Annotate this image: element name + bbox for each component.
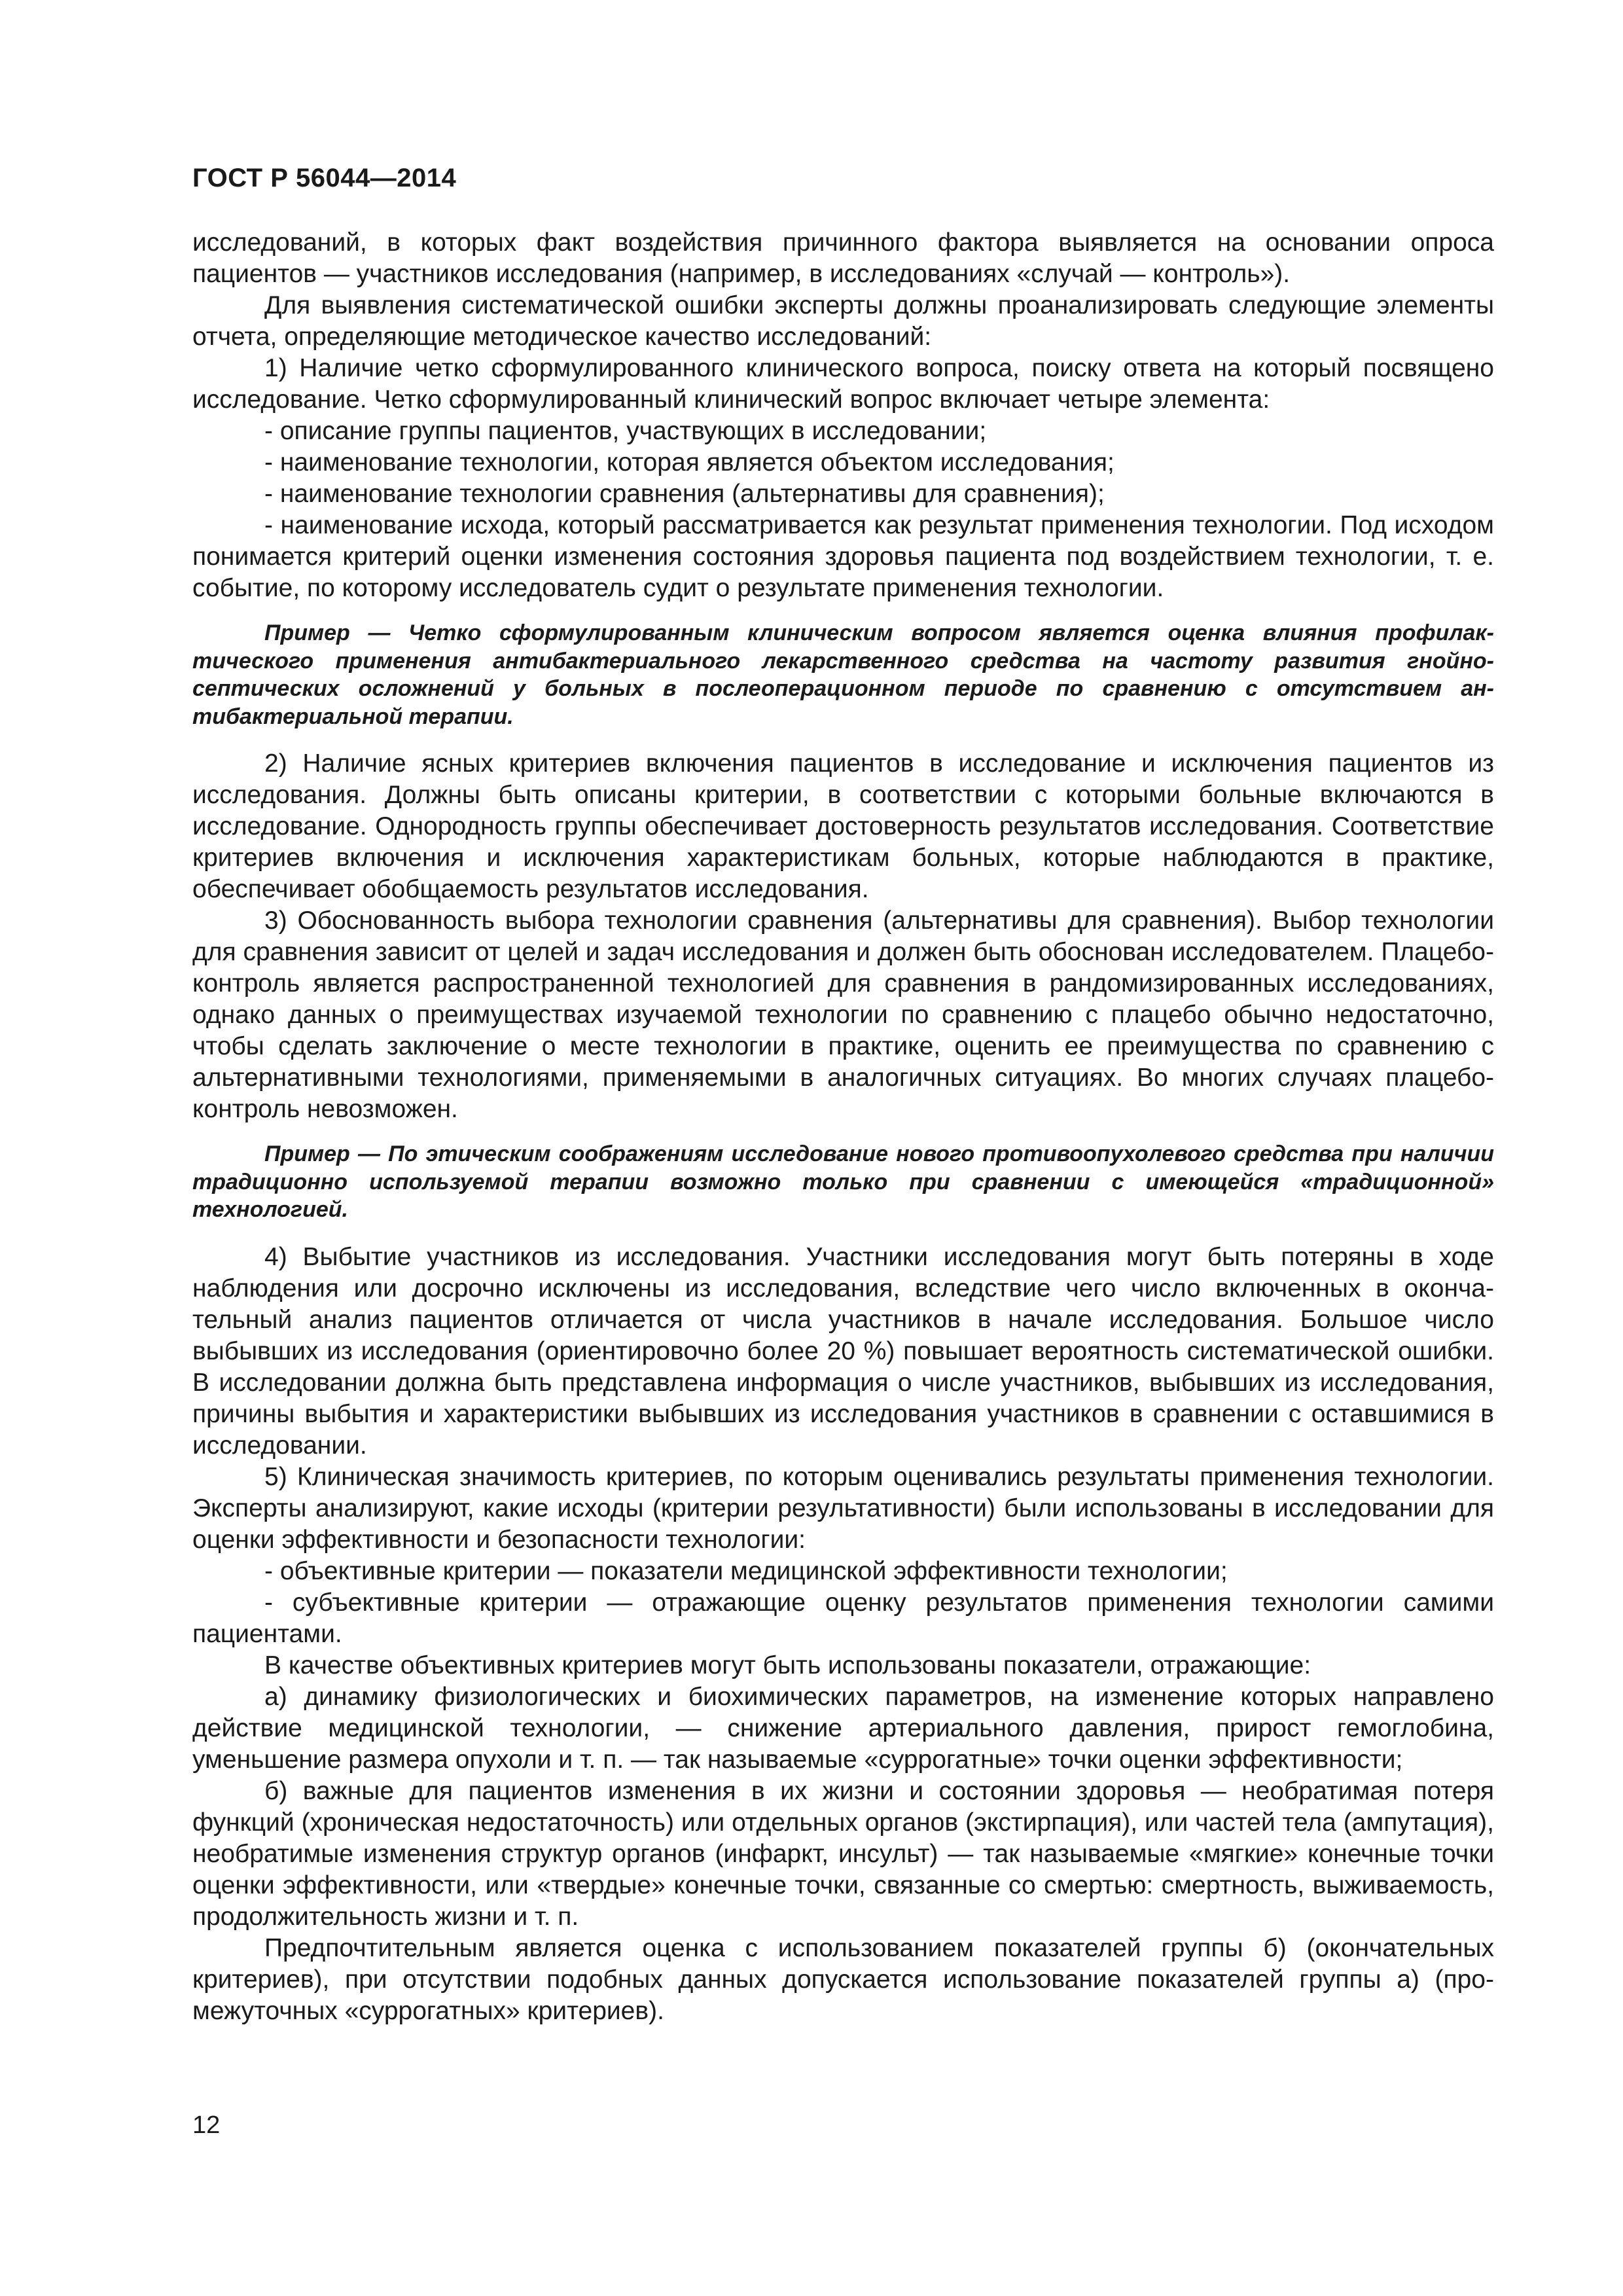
list-item: - объективные критерии — показатели медицинской эффективности технологии; (264, 1556, 1228, 1585)
example-note: Пример — По этическим соображениям исследование нового противоопухолевого средства при наличии традиционно используемой терапии возможно только при сравнении с имеющейся «традиционной» технологией. (192, 1141, 1494, 1222)
paragraph-intro: Для выявления систематической ошибки эксперты должны проанализировать следующие элементы отчета, определяющие методическое качество исследований: (192, 291, 1494, 351)
paragraph-item-2: 2) Наличие ясных критериев включения пациентов в исследование и исключения пациентов из исследования. Должны быть описаны критерии, в соответствии с которыми больные включаются в исследование. Однородность группы обеспечивает достоверность результатов исследования. Соответствие критериев включения и исключения характеристикам больных, которые наблюдаются в практике, обеспечивает обобщаемость результатов исследования. (192, 749, 1494, 903)
paragraph: В качестве объективных критериев могут быть использованы показатели, отражающие: (264, 1651, 1311, 1679)
paragraph-item-3: 3) Обоснованность выбора технологии сравнения (альтернативы для сравнения). Выбор технологии для сравнения зависит от целей и задач исследования и должен быть обоснован исследователем. Плацебо-контроль является распространенной технологией для сравнения в рандомизированных исследованиях, однако данных о преимуществах изучаемой технологии по сравнению с плацебо обычно недостаточно, чтобы сделать заключение о месте технологии в практике, оценить ее преимущества по сравнению с альтернативными технологиями, применяемыми в аналогичных ситуациях. Во многих случаях плацебо-контроль невозможен. (192, 906, 1494, 1123)
paragraph-item-4: 4) Выбытие участников из исследования. Участники исследования могут быть потеряны в ходе наблюдения или досрочно исключены из исследования, вследствие чего число включенных в окончательный анализ пациентов отличается от числа участников в начале исследования. Большое число выбывших из исследования (ориентировочно более 20 %) повышает вероятность систематической ошибки. В исследовании должна быть представлена информация о числе участников, выбывших из исследования, причины выбытия и характеристики выбывших из исследования участников в сравнении с оставшимися в исследовании. (192, 1242, 1494, 1460)
paragraph-sub-b: б) важные для пациентов изменения в их жизни и состоянии здоровья — необратимая потеря функций (хроническая недостаточность) или отдельных органов (экстирпация), или частей тела (ампутация), необратимые изменения структур органов (инфаркт, инсульт) — так называемые «мягкие» конечные точки оценки эффективности, или «твердые» конечные точки, связанные со смертью: смертность, выживаемость, продолжительность жизни и т. п. (192, 1776, 1494, 1931)
list-item: - наименование технологии, которая является объектом исследования; (264, 448, 1115, 476)
paragraph-item-5: 5) Клиническая значимость критериев, по которым оценивались результаты применения технологии. Эксперты анализируют, какие исходы (критерии результативности) были использованы в исследовании для оценки эффективности и безопасности технологии: (192, 1462, 1494, 1554)
document-body (192, 227, 1494, 2027)
list-item: - наименование исхода, который рассматривается как результат применения технологии. Под исходом понимается критерий оценки изменения состояния здоровья пациента под воздействием технологии, т. е. событие, по которому исследователь судит о результате применения технологии. (192, 511, 1494, 602)
standard-id-header: ГОСТ Р 56044—2014 (192, 164, 457, 192)
list-item: - субъективные критерии — отражающие оценку результатов применения технологии самими пациентами. (192, 1588, 1494, 1648)
paragraph-item-1: 1) Наличие четко сформулированного клинического вопроса, поиску ответа на который посвящено исследование. Четко сформулированный клинический вопрос включает четыре элемента: (192, 354, 1494, 414)
list-item: - наименование технологии сравнения (альтернативы для сравнения); (264, 480, 1105, 508)
list-item: - описание группы пациентов, участвующих в исследовании; (264, 417, 987, 445)
page-number: 12 (192, 2111, 221, 2139)
paragraph-continuation: исследований, в которых факт воздействия причинного фактора выявляется на основании опроса пациентов — участников исследования (например, в исследованиях «случай — контроль»). (192, 228, 1494, 288)
paragraph-sub-a: а) динамику физиологических и биохимических параметров, на изменение которых направлено действие медицинской технологии, — снижение артериального давления, прирост гемоглобина, уменьшение размера опухоли и т. п. — так называемые «суррогатные» точки оценки эффективности; (192, 1682, 1494, 1774)
paragraph-conclusion: Предпочтительным является оценка с использованием показателей группы б) (окончательных критериев), при отсутствии подобных данных допускается использование показателей группы а) (промежуточных «суррогатных» критериев). (192, 1933, 1494, 2025)
example-note: Пример — Четко сформулированным клиническим вопросом является оценка влияния профилактического применения антибактериального лекарственного средства на частоту развития гнойно-септических осложнений у больных в послеоперационном периоде по сравнению с отсутствием антибактериальной терапии. (192, 620, 1494, 729)
